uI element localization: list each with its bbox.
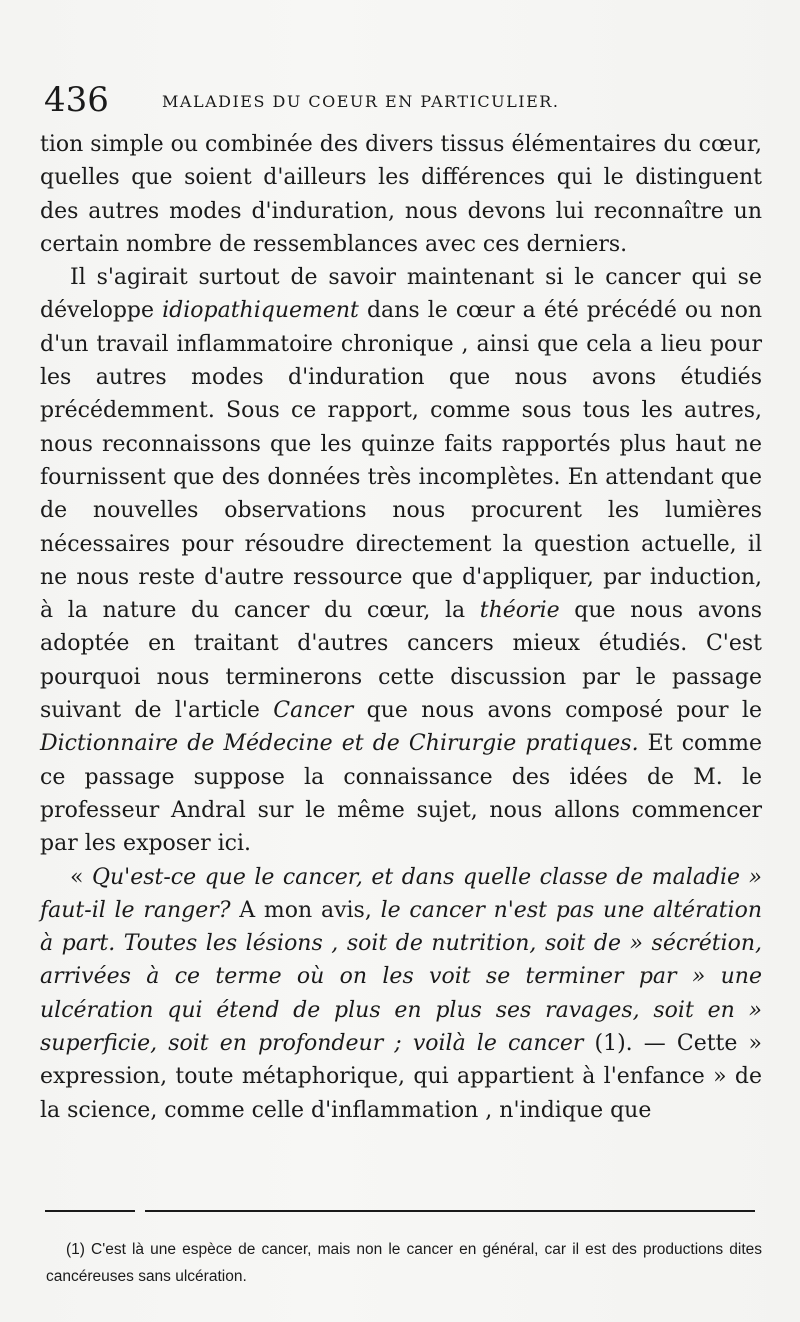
footnote-marker: (1) — [66, 1241, 85, 1258]
paragraph-cancer-question — [40, 261, 762, 860]
text-segment: Et comme ce passage suppose la connaissance des idées de M. le professeur Andral sur le même sujet, nous allons commencer par les exposer ici. — [40, 731, 762, 857]
italic-term: Cancer — [273, 698, 354, 724]
italic-term: théorie — [479, 598, 560, 624]
page-number: 436 — [44, 80, 109, 120]
text-segment: tion simple ou combinée des divers tissus élémentaires du cœur, quelles que soient d'ailleurs les différences qui le distinguent des autres modes d'induration, nous devons lui reconnaître un certain nombre de ressemblances avec ces derniers. — [40, 132, 762, 257]
text-segment: dans le cœur a été précédé ou non d'un travail inflammatoire chronique , ainsi que cela a lieu pour les autres modes d'induration que nous avons étudiés précédemment. Sous ce rapport, comme sous tous les autres, nous reconnaissons que les quinze faits rapportés plus haut ne fournissent que des données très incomplètes. En attendant que de nouvelles observations nous procurent les lumières nécessaires pour résoudre directement la question actuelle, il ne nous reste d'autre ressource que d'appliquer, par induction, à la nature du cancer du cœur, la — [40, 298, 762, 624]
italic-term: idiopathiquement — [162, 298, 359, 324]
footnote — [46, 1236, 762, 1290]
page-header — [44, 80, 760, 120]
paragraph-quotation — [40, 861, 762, 1127]
footnote-rule-short — [45, 1210, 135, 1212]
text-segment: A mon avis, — [230, 897, 381, 923]
dictionary-title: Dictionnaire de Médecine et de Chirurgie pratiques. — [40, 731, 639, 757]
text-segment: « — [70, 864, 92, 890]
running-head: MALADIES DU COEUR EN PARTICULIER. — [162, 92, 560, 111]
paragraph-continuation — [40, 128, 762, 261]
italic-quote: Qu'est-ce que le cancer, et dans quelle classe de maladie » faut-il le ranger? — [40, 864, 763, 923]
text-segment: (1). — Cette » expression, toute métaphorique, qui appartient à l'enfance » de la science, comme celle d'inflammation , n'indique que — [40, 1031, 762, 1123]
text-segment: Il s'agirait surtout de savoir maintenant si le cancer qui se développe — [40, 265, 762, 324]
text-segment: que nous avons adoptée en traitant d'autres cancers mieux étudiés. C'est pourquoi nous terminerons cette discussion par le passage suivant de l'article — [40, 598, 762, 724]
body-text — [40, 128, 762, 1127]
footnote-rule-long — [145, 1210, 755, 1212]
footnote-text: C'est là une espèce de cancer, mais non le cancer en général, car il est des productions dites cancéreuses sans ulcération. — [46, 1241, 762, 1285]
italic-quote: le cancer n'est pas une altération à part. Toutes les lésions , soit de nutrition, soit de » sécrétion, arrivées à ce terme où on les voit se terminer par » une ulcération qui étend de plus en plus ses ravages, soit en » superficie, soit en profondeur ; voilà le cancer — [40, 897, 762, 1057]
text-segment: que nous avons composé pour le — [353, 698, 762, 724]
